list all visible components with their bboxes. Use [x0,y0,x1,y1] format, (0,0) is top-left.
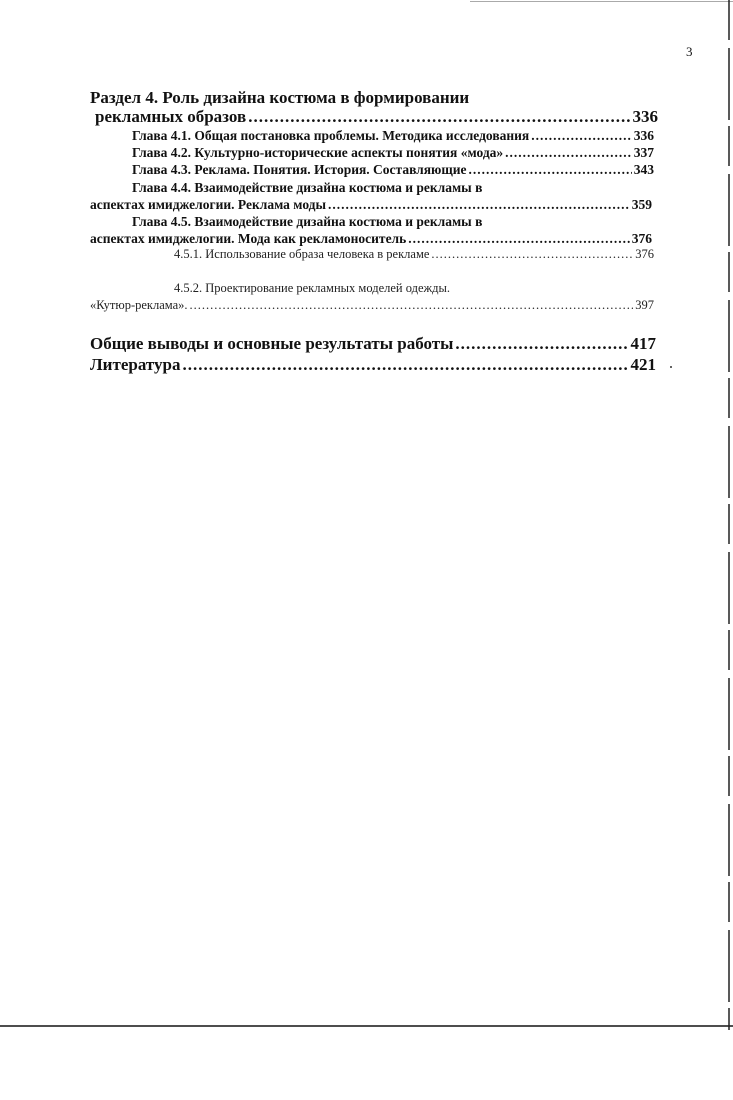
toc-entry-ch44 [90,197,652,213]
ch43-page: 343 [633,162,654,177]
ch42-page: 337 [633,145,654,160]
conclusions-title: Общие выводы и основные результаты работы [90,334,454,353]
scan-edge-bottom [0,1025,733,1027]
leader-dots [190,298,634,313]
section4-title-line1: Раздел 4. Роль дизайна костюма в формировании [90,88,470,107]
ch45-page: 376 [631,231,652,246]
ch43-title: Глава 4.3. Реклама. Понятия. История. Составляющие [132,162,467,177]
ch41-title: Глава 4.1. Общая постановка проблемы. Методика исследования [132,128,530,143]
sub452-title-line1: 4.5.2. Проектирование рекламных моделей одежды. [174,281,451,295]
sub451-page: 376 [635,247,654,261]
leader-dots [431,247,633,262]
leader-dots [328,197,630,213]
toc-entry-conclusions [90,334,656,354]
leader-dots [455,334,628,354]
toc-entry-ch42 [132,145,654,161]
ch41-page: 336 [633,128,654,143]
toc-entry-ch41 [132,128,654,144]
toc-entry-literature [90,355,656,375]
scan-speck [670,366,672,368]
leader-dots [182,355,628,375]
section4-title-line2: рекламных образов [95,107,247,126]
sub451-title: 4.5.1. Использование образа человека в рекламе [174,247,430,261]
ch44-page: 359 [631,197,652,212]
leader-dots [408,231,629,247]
conclusions-page: 417 [630,334,656,353]
scan-edge-top [470,1,733,2]
literature-title: Литература [90,355,181,374]
toc-entry-sub451 [174,247,654,262]
ch42-title: Глава 4.2. Культурно-исторические аспекты понятия «мода» [132,145,504,160]
leader-dots [505,145,632,161]
leader-dots [469,162,632,178]
toc-entry-section4 [95,107,658,127]
leader-dots [248,107,630,127]
toc-entry-ch43 [132,162,654,178]
toc-entry-sub452 [90,298,654,313]
page-number: 3 [686,44,693,59]
ch45-title-line2: аспектах имиджелогии. Мода как рекламоноситель [90,231,407,246]
section4-page: 336 [632,107,658,126]
scan-edge-right [728,0,730,1030]
sub452-page: 397 [635,298,654,312]
ch44-title-line2: аспектах имиджелогии. Реклама моды [90,197,327,212]
literature-page: 421 [630,355,656,374]
sub452-title-line2: «Кутюр-реклама». [90,298,188,312]
leader-dots [531,128,632,144]
toc-entry-ch45 [90,231,652,247]
ch45-title-line1: Глава 4.5. Взаимодействие дизайна костюма и рекламы в [132,214,483,229]
ch44-title-line1: Глава 4.4. Взаимодействие дизайна костюма и рекламы в [132,180,483,195]
